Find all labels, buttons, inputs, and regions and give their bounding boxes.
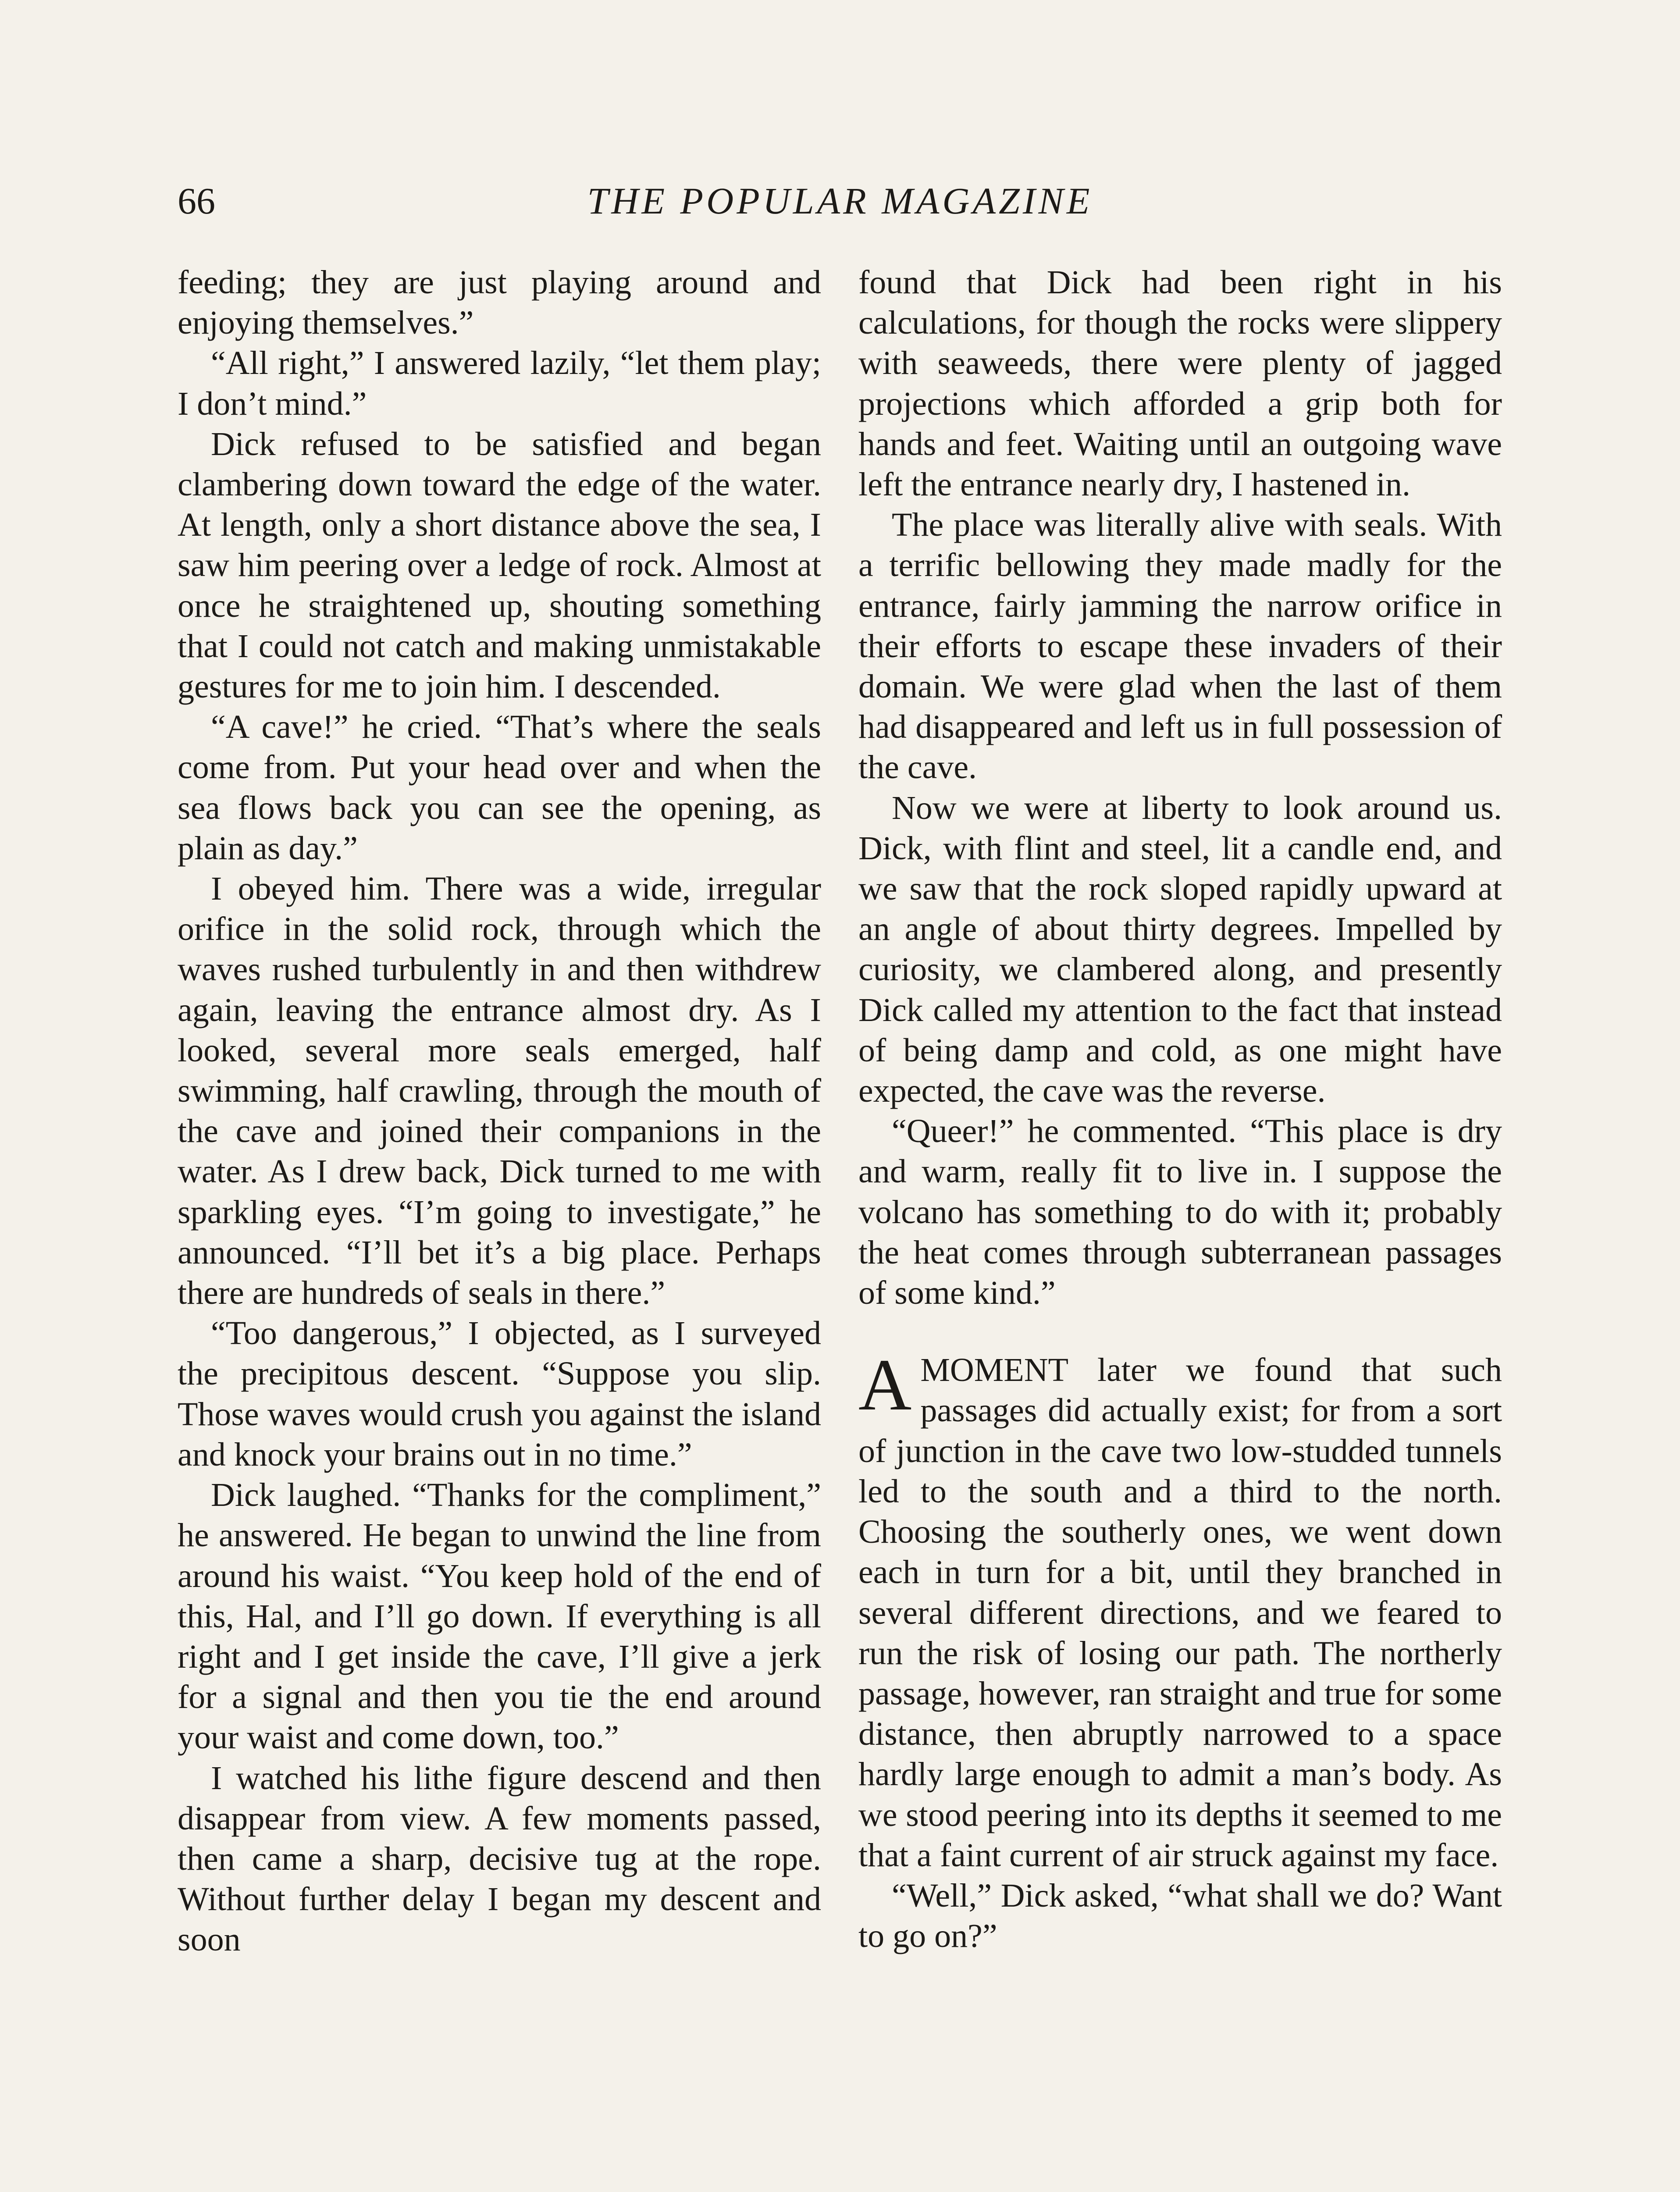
section-opening-paragraph (858, 1344, 1502, 1875)
paragraph: The place was literally alive with seals. With a terrific bellowing they made madly for the entrance, fairly jamming the narrow orifice in their efforts to escape these invaders of their domain. We were glad when the last of them had disappeared and left us in full possession of the cave. (858, 506, 1502, 786)
paragraph: Dick laughed. “Thanks for the compliment,” he answered. He began to unwind the line from around his waist. “You keep hold of the end of this, Hal, and I’ll go down. If everything is all right and I get inside the cave, I’ll give a jerk for a signal and then you tie the end around your waist and come down, too.” (178, 1477, 821, 1756)
paragraph: I watched his lithe figure descend and then disappear from view. A few moments passed, then came a sharp, decisive tug at the rope. Without further delay I began my descent and soon (178, 1759, 821, 1958)
paragraph: feeding; they are just playing around and enjoying themselves.” (178, 264, 821, 342)
paragraph: “Well,” Dick asked, “what shall we do? Want to go on?” (858, 1877, 1502, 1955)
paragraph: “Too dangerous,” I objected, as I surveyed the precipitous descent. “Suppose you slip. Those waves would crush you against the island and knock your brains out in no time.” (178, 1315, 821, 1473)
left-column (178, 262, 821, 1960)
paragraph: Dick refused to be satisfied and began clambering down toward the edge of the water. At length, only a short distance above the sea, I saw him peering over a ledge of rock. Almost at once he straightened up, shouting something that I could not catch and making unmistakable gestures for me to join him. I descended. (178, 425, 821, 705)
paragraph: “A cave!” he cried. “That’s where the seals come from. Put your head over and when the sea flows back you can see the opening, as plain as day.” (178, 708, 821, 867)
small-caps-lead: MOMENT (920, 1352, 1068, 1389)
paragraph-text: later we found that such passages did actually exist; for from a sort of junction in the cave two low-studded tunnels led to the south and a third to the north. Choosing the southerly ones, we went down each in turn for a bit, until they branched in several different directions, and we feared to run the risk of losing our path. The northerly passage, however, ran straight and true for some distance, then abruptly narrowed to a space hardly large enough to admit a man’s body. As we stood peering into its depths it seemed to me that a faint current of air struck against my face. (858, 1352, 1502, 1874)
paragraph: found that Dick had been right in his calculations, for though the rocks were slippery with seaweeds, there were plenty of jagged projections which afforded a grip both for hands and feet. Waiting until an outgoing wave left the entrance nearly dry, I hastened in. (858, 264, 1502, 503)
paragraph: I obeyed him. There was a wide, irregular orifice in the solid rock, through which the waves rushed turbulently in and then withdrew again, leaving the entrance almost dry. As I looked, several more seals emerged, half swimming, half crawling, through the mouth of the cave and joined their companions in the water. As I drew back, Dick turned to me with sparkling eyes. “I’m going to investigate,” he announced. “I’ll bet it’s a big place. Perhaps there are hundreds of seals in there.” (178, 870, 821, 1312)
right-column (858, 262, 1502, 1956)
paragraph: Now we were at liberty to look around us. Dick, with flint and steel, lit a candle end, and we saw that the rock sloped rapidly upward at an angle of about thirty degrees. Impelled by curiosity, we clambered along, and presently Dick called my attention to the fact that instead of being damp and cold, as one might have expected, the cave was the reverse. (858, 789, 1502, 1110)
page-number: 66 (178, 180, 215, 222)
running-head: THE POPULAR MAGAZINE (587, 180, 1093, 222)
paragraph: “All right,” I answered lazily, “let them play; I don’t mind.” (178, 345, 821, 422)
section-break (858, 1313, 1502, 1350)
drop-cap: A (858, 1344, 912, 1426)
paragraph: “Queer!” he commented. “This place is dry and warm, really fit to live in. I suppose the volcano has something to do with it; probably the heat comes through subterranean passages of some kind.” (858, 1113, 1502, 1312)
